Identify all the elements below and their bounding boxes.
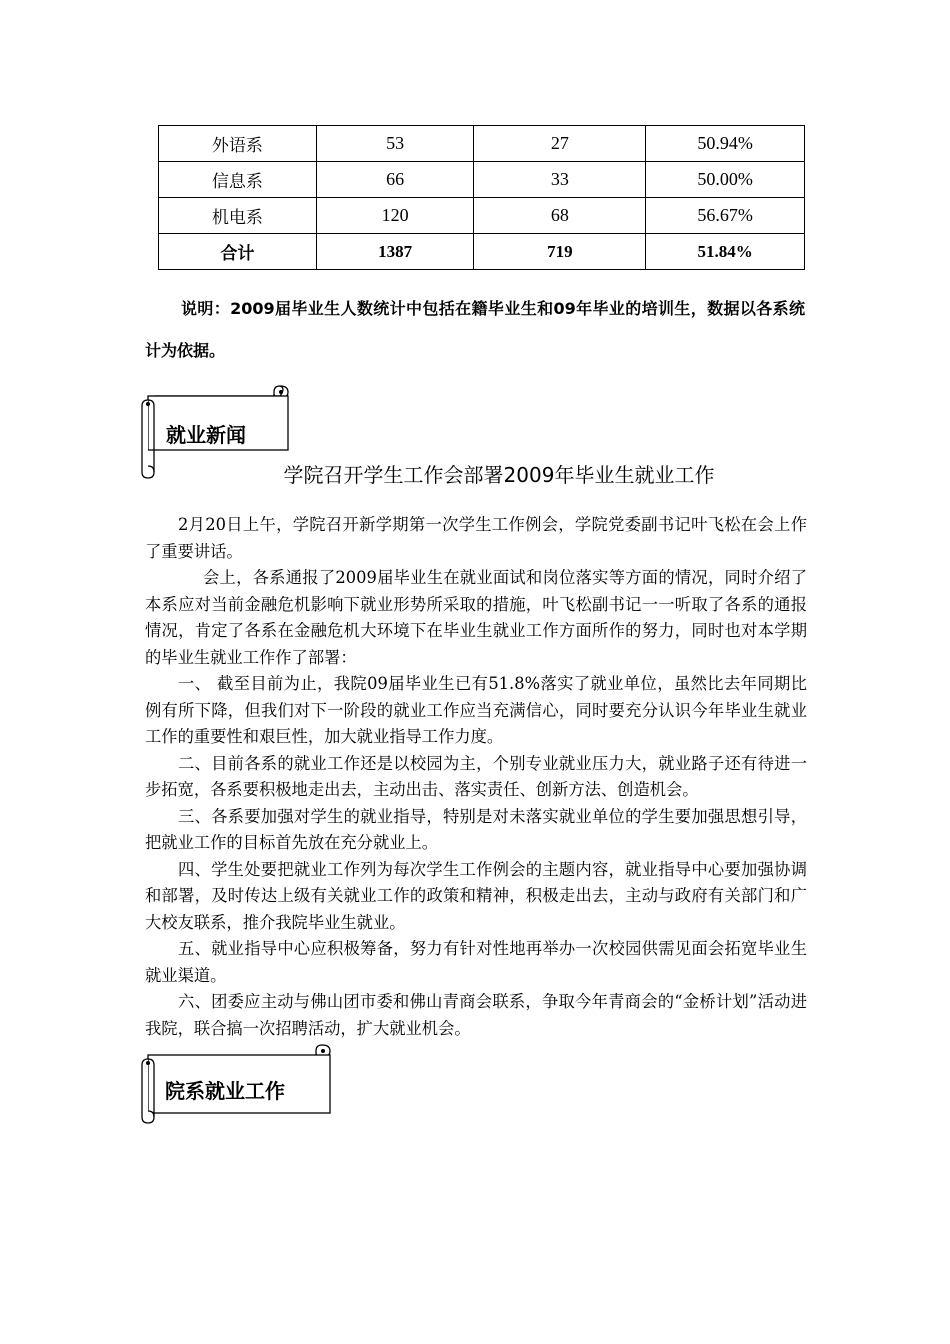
table-row	[159, 198, 805, 234]
article-paragraph: 二、目前各系的就业工作还是以校园为主，个别专业就业压力大，就业路子还有待进一步拓宽，各系要积极地走出去，主动出击、落实责任、创新方法、创造机会。	[145, 753, 807, 799]
article-paragraph: 五、就业指导中心应积极筹备，努力有针对性地再举办一次校园供需见面会拓宽毕业生就业渠道。	[145, 939, 807, 985]
employed-cell: 27	[474, 126, 646, 162]
section-banner-dept	[140, 1045, 334, 1125]
article-title: 学院召开学生工作会部署2009年毕业生就业工作	[283, 463, 715, 487]
rate-total-cell: 51.84%	[646, 234, 805, 270]
section-label-news: 就业新闻	[166, 423, 246, 447]
total-cell: 66	[316, 162, 474, 198]
rate-cell: 56.67%	[646, 198, 805, 234]
table-row	[159, 162, 805, 198]
article-paragraph: 2月20日上午，学院召开新学期第一次学生工作例会，学院党委副书记叶飞松在会上作了重要讲话。	[145, 515, 807, 561]
rate-cell: 50.94%	[646, 126, 805, 162]
dept-cell: 机电系	[159, 198, 317, 234]
article-paragraph: 一、 截至目前为止，我院09届毕业生已有51.8%落实了就业单位，虽然比去年同期比例有所下降，但我们对下一阶段的就业工作应当充满信心，同时要充分认识今年毕业生就业工作的重要性和艰巨性，加大就业指导工作力度。	[145, 674, 807, 746]
employed-cell: 33	[474, 162, 646, 198]
dept-cell: 外语系	[159, 126, 317, 162]
table-note: 说明：2009届毕业生人数统计中包括在籍毕业生和09年毕业的培训生，数据以各系统计为依据。	[145, 299, 805, 360]
total-sum-cell: 1387	[316, 234, 474, 270]
dept-cell: 信息系	[159, 162, 317, 198]
total-label-cell: 合计	[159, 234, 317, 270]
employment-stats-table	[158, 125, 805, 270]
rate-cell: 50.00%	[646, 162, 805, 198]
total-cell: 120	[316, 198, 474, 234]
article-paragraph: 三、各系要加强对学生的就业指导，特别是对未落实就业单位的学生要加强思想引导，把就业工作的目标首先放在充分就业上。	[145, 806, 807, 852]
article-paragraph: 四、学生处要把就业工作列为每次学生工作例会的主题内容，就业指导中心要加强协调和部署，及时传达上级有关就业工作的政策和精神，积极走出去，主动与政府有关部门和广大校友联系，推介我院毕业生就业。	[145, 859, 807, 932]
article-paragraph: 会上，各系通报了2009届毕业生在就业面试和岗位落实等方面的情况，同时介绍了本系应对当前金融危机影响下就业形势所采取的措施，叶飞松副书记一一听取了各系的通报情况，肯定了各系在金融危机大环境下在毕业生就业工作方面所作的努力，同时也对本学期的毕业生就业工作作了部署：	[145, 568, 807, 667]
article-paragraph: 六、团委应主动与佛山团市委和佛山青商会联系，争取今年青商会的“金桥计划”活动进我院，联合搞一次招聘活动，扩大就业机会。	[145, 992, 807, 1038]
total-cell: 53	[316, 126, 474, 162]
table-row	[159, 126, 805, 162]
section-label-dept: 院系就业工作	[165, 1079, 285, 1103]
employed-cell: 68	[474, 198, 646, 234]
table-total-row	[159, 234, 805, 270]
employed-sum-cell: 719	[474, 234, 646, 270]
article-body	[145, 512, 807, 1042]
